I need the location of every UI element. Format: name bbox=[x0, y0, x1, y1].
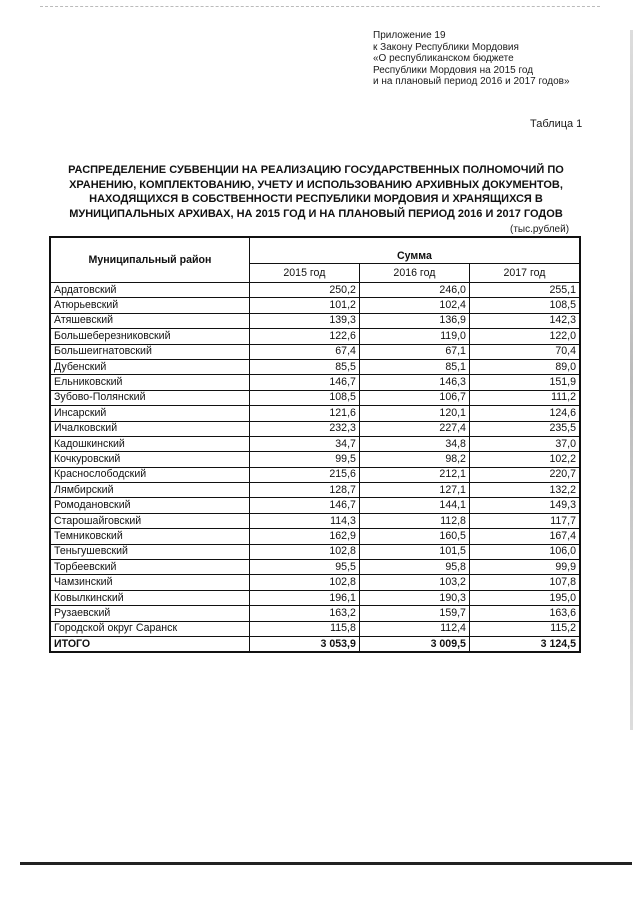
amount-cell: 106,0 bbox=[469, 544, 580, 559]
amount-cell: 67,1 bbox=[359, 344, 469, 359]
district-name: Большеигнатовский bbox=[50, 344, 249, 359]
amount-cell: 34,8 bbox=[359, 436, 469, 451]
amount-cell: 117,7 bbox=[469, 513, 580, 528]
amount-cell: 111,2 bbox=[469, 390, 580, 405]
header-year-2017: 2017 год bbox=[469, 264, 580, 283]
header-sum: Сумма bbox=[249, 237, 580, 264]
district-name: Дубенский bbox=[50, 359, 249, 374]
amount-cell: 146,7 bbox=[249, 375, 359, 390]
district-name: Зубово-Полянский bbox=[50, 390, 249, 405]
title-line: РАСПРЕДЕЛЕНИЕ СУБВЕНЦИИ НА РЕАЛИЗАЦИЮ ГОСУДАРСТВЕННЫХ ПОЛНОМОЧИЙ ПО bbox=[68, 164, 564, 176]
header-year-2016: 2016 год bbox=[359, 264, 469, 283]
appendix-line: Приложение 19 bbox=[373, 30, 446, 41]
appendix-note bbox=[373, 30, 570, 88]
amount-cell: 112,4 bbox=[359, 621, 469, 636]
amount-cell: 103,2 bbox=[359, 575, 469, 590]
amount-cell: 151,9 bbox=[469, 375, 580, 390]
amount-cell: 163,2 bbox=[249, 606, 359, 621]
table-row bbox=[50, 513, 580, 528]
amount-cell: 220,7 bbox=[469, 467, 580, 482]
amount-cell: 128,7 bbox=[249, 483, 359, 498]
table-row bbox=[50, 621, 580, 636]
scan-edge-top bbox=[40, 6, 600, 9]
table-row bbox=[50, 575, 580, 590]
appendix-line: к Закону Республики Мордовия bbox=[373, 41, 519, 53]
amount-cell: 102,8 bbox=[249, 544, 359, 559]
table-row bbox=[50, 421, 580, 436]
title-line: ХРАНЕНИЮ, КОМПЛЕКТОВАНИЮ, УЧЕТУ И ИСПОЛЬЗОВАНИЮ АРХИВНЫХ ДОКУМЕНТОВ, bbox=[69, 178, 563, 191]
district-name: Чамзинский bbox=[50, 575, 249, 590]
amount-cell: 132,2 bbox=[469, 483, 580, 498]
amount-cell: 167,4 bbox=[469, 529, 580, 544]
amount-cell: 195,0 bbox=[469, 590, 580, 605]
table-row bbox=[50, 560, 580, 575]
district-name: Инсарский bbox=[50, 406, 249, 421]
table-row bbox=[50, 313, 580, 328]
amount-cell: 85,5 bbox=[249, 359, 359, 374]
table-row bbox=[50, 329, 580, 344]
district-name: Старошайговский bbox=[50, 513, 249, 528]
amount-cell: 106,7 bbox=[359, 390, 469, 405]
amount-cell: 212,1 bbox=[359, 467, 469, 482]
table-row bbox=[50, 375, 580, 390]
header-district: Муниципальный район bbox=[50, 237, 249, 283]
table-row bbox=[50, 436, 580, 451]
header-year-2015: 2015 год bbox=[249, 264, 359, 283]
district-name: Городской округ Саранск bbox=[50, 621, 249, 636]
amount-cell: 235,5 bbox=[469, 421, 580, 436]
title-line: НАХОДЯЩИХСЯ В СОБСТВЕННОСТИ РЕСПУБЛИКИ МОРДОВИЯ И ХРАНЯЩИХСЯ В bbox=[89, 193, 543, 205]
amount-cell: 144,1 bbox=[359, 498, 469, 513]
amount-cell: 114,3 bbox=[249, 513, 359, 528]
total-row bbox=[50, 636, 580, 652]
table-row bbox=[50, 359, 580, 374]
amount-cell: 122,0 bbox=[469, 329, 580, 344]
district-name: Большеберезниковский bbox=[50, 329, 249, 344]
table-row bbox=[50, 467, 580, 482]
total-amount: 3 009,5 bbox=[359, 636, 469, 652]
table-row bbox=[50, 344, 580, 359]
total-label: ИТОГО bbox=[50, 636, 249, 652]
total-amount: 3 124,5 bbox=[469, 636, 580, 652]
appendix-line: и на плановый период 2016 и 2017 годов» bbox=[373, 76, 570, 88]
amount-cell: 196,1 bbox=[249, 590, 359, 605]
table-row bbox=[50, 483, 580, 498]
district-name: Ичалковский bbox=[50, 421, 249, 436]
amount-cell: 102,8 bbox=[249, 575, 359, 590]
district-name: Ельниковский bbox=[50, 375, 249, 390]
district-name: Рузаевский bbox=[50, 606, 249, 621]
district-name: Кочкуровский bbox=[50, 452, 249, 467]
district-name: Краснослободский bbox=[50, 467, 249, 482]
scan-edge-right bbox=[630, 30, 633, 730]
amount-cell: 121,6 bbox=[249, 406, 359, 421]
table-row bbox=[50, 452, 580, 467]
amount-cell: 124,6 bbox=[469, 406, 580, 421]
document-title bbox=[50, 163, 582, 221]
table-number: Таблица 1 bbox=[530, 118, 583, 130]
amount-cell: 142,3 bbox=[469, 313, 580, 328]
amount-cell: 159,7 bbox=[359, 606, 469, 621]
amount-cell: 115,8 bbox=[249, 621, 359, 636]
amount-cell: 190,3 bbox=[359, 590, 469, 605]
table-row bbox=[50, 590, 580, 605]
appendix-line: Республики Мордовия на 2015 год bbox=[373, 64, 534, 76]
table-row bbox=[50, 283, 580, 298]
amount-cell: 163,6 bbox=[469, 606, 580, 621]
amount-cell: 107,8 bbox=[469, 575, 580, 590]
amount-cell: 67,4 bbox=[249, 344, 359, 359]
table-row bbox=[50, 298, 580, 313]
district-name: Лямбирский bbox=[50, 483, 249, 498]
district-name: Теньгушевский bbox=[50, 544, 249, 559]
table-row bbox=[50, 606, 580, 621]
amount-cell: 139,3 bbox=[249, 313, 359, 328]
table-body bbox=[50, 283, 580, 653]
table-row bbox=[50, 529, 580, 544]
amount-cell: 119,0 bbox=[359, 329, 469, 344]
district-name: Атяшевский bbox=[50, 313, 249, 328]
amount-cell: 122,6 bbox=[249, 329, 359, 344]
amount-cell: 255,1 bbox=[469, 283, 580, 298]
district-name: Кадошкинский bbox=[50, 436, 249, 451]
amount-cell: 115,2 bbox=[469, 621, 580, 636]
amount-cell: 108,5 bbox=[249, 390, 359, 405]
district-name: Темниковский bbox=[50, 529, 249, 544]
amount-cell: 227,4 bbox=[359, 421, 469, 436]
amount-cell: 146,3 bbox=[359, 375, 469, 390]
amount-cell: 89,0 bbox=[469, 359, 580, 374]
amount-cell: 95,8 bbox=[359, 560, 469, 575]
amount-cell: 101,2 bbox=[249, 298, 359, 313]
district-name: Атюрьевский bbox=[50, 298, 249, 313]
amount-cell: 250,2 bbox=[249, 283, 359, 298]
table-header bbox=[50, 237, 580, 283]
amount-cell: 149,3 bbox=[469, 498, 580, 513]
district-name: Ардатовский bbox=[50, 283, 249, 298]
district-name: Ромодановский bbox=[50, 498, 249, 513]
table-row bbox=[50, 544, 580, 559]
appendix-line: «О республиканском бюджете bbox=[373, 53, 514, 65]
amount-cell: 162,9 bbox=[249, 529, 359, 544]
amount-cell: 108,5 bbox=[469, 298, 580, 313]
amount-cell: 127,1 bbox=[359, 483, 469, 498]
amount-cell: 215,6 bbox=[249, 467, 359, 482]
amount-cell: 102,4 bbox=[359, 298, 469, 313]
amount-cell: 112,8 bbox=[359, 513, 469, 528]
scan-edge-bottom bbox=[20, 862, 632, 865]
title-line: МУНИЦИПАЛЬНЫХ АРХИВАХ, НА 2015 ГОД И НА ПЛАНОВЫЙ ПЕРИОД 2016 И 2017 ГОДОВ bbox=[69, 207, 563, 220]
amount-cell: 99,5 bbox=[249, 452, 359, 467]
amount-cell: 120,1 bbox=[359, 406, 469, 421]
amount-cell: 136,9 bbox=[359, 313, 469, 328]
amount-cell: 246,0 bbox=[359, 283, 469, 298]
amount-cell: 99,9 bbox=[469, 560, 580, 575]
amount-cell: 37,0 bbox=[469, 436, 580, 451]
amount-cell: 160,5 bbox=[359, 529, 469, 544]
amount-cell: 98,2 bbox=[359, 452, 469, 467]
amount-cell: 102,2 bbox=[469, 452, 580, 467]
units-label: (тыс.рублей) bbox=[510, 224, 570, 235]
total-amount: 3 053,9 bbox=[249, 636, 359, 652]
amount-cell: 146,7 bbox=[249, 498, 359, 513]
subvention-table bbox=[49, 236, 581, 653]
table-row bbox=[50, 406, 580, 421]
amount-cell: 34,7 bbox=[249, 436, 359, 451]
amount-cell: 70,4 bbox=[469, 344, 580, 359]
amount-cell: 101,5 bbox=[359, 544, 469, 559]
table-row bbox=[50, 390, 580, 405]
amount-cell: 85,1 bbox=[359, 359, 469, 374]
district-name: Торбеевский bbox=[50, 560, 249, 575]
amount-cell: 232,3 bbox=[249, 421, 359, 436]
amount-cell: 95,5 bbox=[249, 560, 359, 575]
district-name: Ковылкинский bbox=[50, 590, 249, 605]
table-row bbox=[50, 498, 580, 513]
